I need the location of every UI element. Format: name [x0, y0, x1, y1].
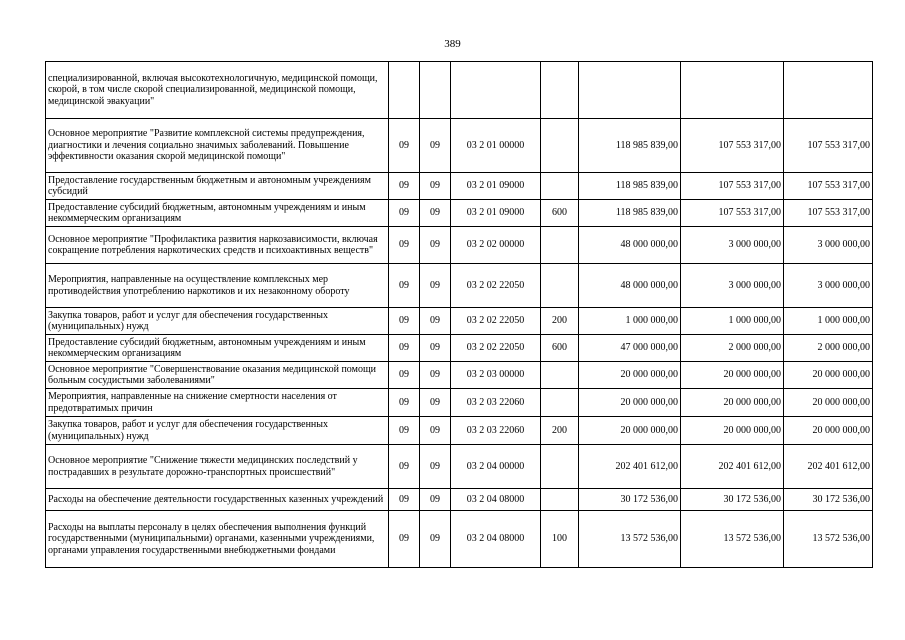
row-name: Предоставление субсидий бюджетным, автономным учреждениям и иным некоммерческим организациям: [46, 200, 389, 227]
table-row: [46, 173, 873, 200]
table-row: [46, 264, 873, 308]
row-amount-year-2: 107 553 317,00: [681, 173, 784, 200]
row-amount-year-1: 20 000 000,00: [579, 362, 681, 389]
row-amount-year-1: 47 000 000,00: [579, 335, 681, 362]
row-target-article: 03 2 04 08000: [451, 511, 541, 568]
row-expense-type: [541, 362, 579, 389]
row-section: 09: [389, 264, 420, 308]
row-amount-year-3: 20 000 000,00: [784, 417, 873, 445]
row-name: Предоставление субсидий бюджетным, автономным учреждениям и иным некоммерческим организациям: [46, 335, 389, 362]
row-expense-type: 100: [541, 511, 579, 568]
row-amount-year-2: [681, 62, 784, 119]
row-name: Основное мероприятие "Развитие комплексной системы предупреждения, диагностики и лечения социально значимых заболеваний. Повышение эффективности оказания скорой медицинской помощи": [46, 119, 389, 173]
row-target-article: 03 2 04 00000: [451, 445, 541, 489]
table-row: [46, 308, 873, 335]
row-expense-type: [541, 389, 579, 417]
row-amount-year-1: 1 000 000,00: [579, 308, 681, 335]
table-row: [46, 335, 873, 362]
row-subsection: 09: [420, 200, 451, 227]
row-target-article: [451, 62, 541, 119]
row-amount-year-1: 48 000 000,00: [579, 264, 681, 308]
row-expense-type: 600: [541, 335, 579, 362]
row-section: 09: [389, 417, 420, 445]
row-amount-year-3: 107 553 317,00: [784, 200, 873, 227]
row-section: 09: [389, 389, 420, 417]
row-amount-year-1: 202 401 612,00: [579, 445, 681, 489]
row-section: 09: [389, 489, 420, 511]
row-section: 09: [389, 227, 420, 264]
row-subsection: 09: [420, 264, 451, 308]
row-target-article: 03 2 01 09000: [451, 173, 541, 200]
table-row: [46, 62, 873, 119]
row-target-article: 03 2 02 22050: [451, 335, 541, 362]
row-name: Мероприятия, направленные на осуществление комплексных мер противодействия употреблению наркотиков и их незаконному обороту: [46, 264, 389, 308]
row-expense-type: 600: [541, 200, 579, 227]
row-amount-year-2: 2 000 000,00: [681, 335, 784, 362]
row-section: 09: [389, 308, 420, 335]
row-amount-year-3: 107 553 317,00: [784, 173, 873, 200]
row-name: Закупка товаров, работ и услуг для обеспечения государственных (муниципальных) нужд: [46, 417, 389, 445]
row-subsection: 09: [420, 308, 451, 335]
row-subsection: 09: [420, 362, 451, 389]
row-amount-year-3: 20 000 000,00: [784, 389, 873, 417]
row-amount-year-2: 20 000 000,00: [681, 389, 784, 417]
table-row: [46, 200, 873, 227]
row-amount-year-1: 20 000 000,00: [579, 389, 681, 417]
table-row: [46, 417, 873, 445]
row-amount-year-2: 20 000 000,00: [681, 362, 784, 389]
row-amount-year-2: 20 000 000,00: [681, 417, 784, 445]
row-name: Мероприятия, направленные на снижение смертности населения от предотвратимых причин: [46, 389, 389, 417]
row-section: 09: [389, 173, 420, 200]
row-amount-year-2: 202 401 612,00: [681, 445, 784, 489]
row-target-article: 03 2 01 00000: [451, 119, 541, 173]
row-target-article: 03 2 02 00000: [451, 227, 541, 264]
row-section: 09: [389, 362, 420, 389]
row-target-article: 03 2 02 22050: [451, 308, 541, 335]
row-target-article: 03 2 03 22060: [451, 389, 541, 417]
row-section: 09: [389, 335, 420, 362]
budget-table-body: [46, 62, 873, 568]
row-subsection: 09: [420, 489, 451, 511]
row-name: Расходы на выплаты персоналу в целях обеспечения выполнения функций государственными (муниципальными) органами, казенными учреждениями, органами управления государственными внебюджетными фондами: [46, 511, 389, 568]
row-amount-year-1: 48 000 000,00: [579, 227, 681, 264]
row-target-article: 03 2 04 08000: [451, 489, 541, 511]
row-subsection: 09: [420, 335, 451, 362]
row-section: 09: [389, 119, 420, 173]
row-amount-year-2: 107 553 317,00: [681, 200, 784, 227]
table-row: [46, 511, 873, 568]
row-subsection: 09: [420, 445, 451, 489]
row-section: [389, 62, 420, 119]
row-expense-type: [541, 264, 579, 308]
row-expense-type: 200: [541, 308, 579, 335]
table-row: [46, 389, 873, 417]
row-amount-year-3: 30 172 536,00: [784, 489, 873, 511]
row-expense-type: 200: [541, 417, 579, 445]
row-amount-year-3: [784, 62, 873, 119]
row-amount-year-3: 3 000 000,00: [784, 264, 873, 308]
row-amount-year-3: 1 000 000,00: [784, 308, 873, 335]
row-amount-year-2: 3 000 000,00: [681, 227, 784, 264]
row-subsection: [420, 62, 451, 119]
row-subsection: 09: [420, 119, 451, 173]
row-amount-year-1: 20 000 000,00: [579, 417, 681, 445]
row-target-article: 03 2 02 22050: [451, 264, 541, 308]
table-row: [46, 362, 873, 389]
row-subsection: 09: [420, 389, 451, 417]
row-amount-year-2: 13 572 536,00: [681, 511, 784, 568]
row-subsection: 09: [420, 417, 451, 445]
row-name: специализированной, включая высокотехнологичную, медицинской помощи, скорой, в том числе скорой специализированной, медицинской помощи, медицинской эвакуации": [46, 62, 389, 119]
row-subsection: 09: [420, 173, 451, 200]
row-amount-year-3: 20 000 000,00: [784, 362, 873, 389]
row-subsection: 09: [420, 227, 451, 264]
row-name: Основное мероприятие "Профилактика развития наркозависимости, включая сокращение потребления наркотических средств и психоактивных веществ": [46, 227, 389, 264]
row-amount-year-3: 2 000 000,00: [784, 335, 873, 362]
row-name: Основное мероприятие "Совершенствование оказания медицинской помощи больным сосудистыми заболеваниями": [46, 362, 389, 389]
row-amount-year-3: 107 553 317,00: [784, 119, 873, 173]
row-expense-type: [541, 445, 579, 489]
row-expense-type: [541, 62, 579, 119]
row-amount-year-3: 13 572 536,00: [784, 511, 873, 568]
row-amount-year-2: 30 172 536,00: [681, 489, 784, 511]
row-section: 09: [389, 445, 420, 489]
row-amount-year-1: 30 172 536,00: [579, 489, 681, 511]
row-section: 09: [389, 200, 420, 227]
row-target-article: 03 2 03 00000: [451, 362, 541, 389]
budget-table: [45, 61, 873, 568]
row-amount-year-2: 1 000 000,00: [681, 308, 784, 335]
row-amount-year-2: 107 553 317,00: [681, 119, 784, 173]
row-expense-type: [541, 489, 579, 511]
table-row: [46, 119, 873, 173]
row-amount-year-3: 202 401 612,00: [784, 445, 873, 489]
row-expense-type: [541, 119, 579, 173]
row-expense-type: [541, 227, 579, 264]
table-row: [46, 227, 873, 264]
page-number: 389: [444, 38, 461, 50]
row-amount-year-1: 118 985 839,00: [579, 200, 681, 227]
row-amount-year-1: 13 572 536,00: [579, 511, 681, 568]
row-section: 09: [389, 511, 420, 568]
row-expense-type: [541, 173, 579, 200]
row-subsection: 09: [420, 511, 451, 568]
row-amount-year-3: 3 000 000,00: [784, 227, 873, 264]
row-amount-year-1: 118 985 839,00: [579, 119, 681, 173]
table-row: [46, 445, 873, 489]
row-target-article: 03 2 01 09000: [451, 200, 541, 227]
row-name: Расходы на обеспечение деятельности государственных казенных учреждений: [46, 489, 389, 511]
row-target-article: 03 2 03 22060: [451, 417, 541, 445]
row-amount-year-2: 3 000 000,00: [681, 264, 784, 308]
table-row: [46, 489, 873, 511]
row-amount-year-1: 118 985 839,00: [579, 173, 681, 200]
row-name: Закупка товаров, работ и услуг для обеспечения государственных (муниципальных) нужд: [46, 308, 389, 335]
row-name: Основное мероприятие "Снижение тяжести медицинских последствий у пострадавших в результате дорожно-транспортных происшествий": [46, 445, 389, 489]
row-name: Предоставление государственным бюджетным и автономным учреждениям субсидий: [46, 173, 389, 200]
row-amount-year-1: [579, 62, 681, 119]
